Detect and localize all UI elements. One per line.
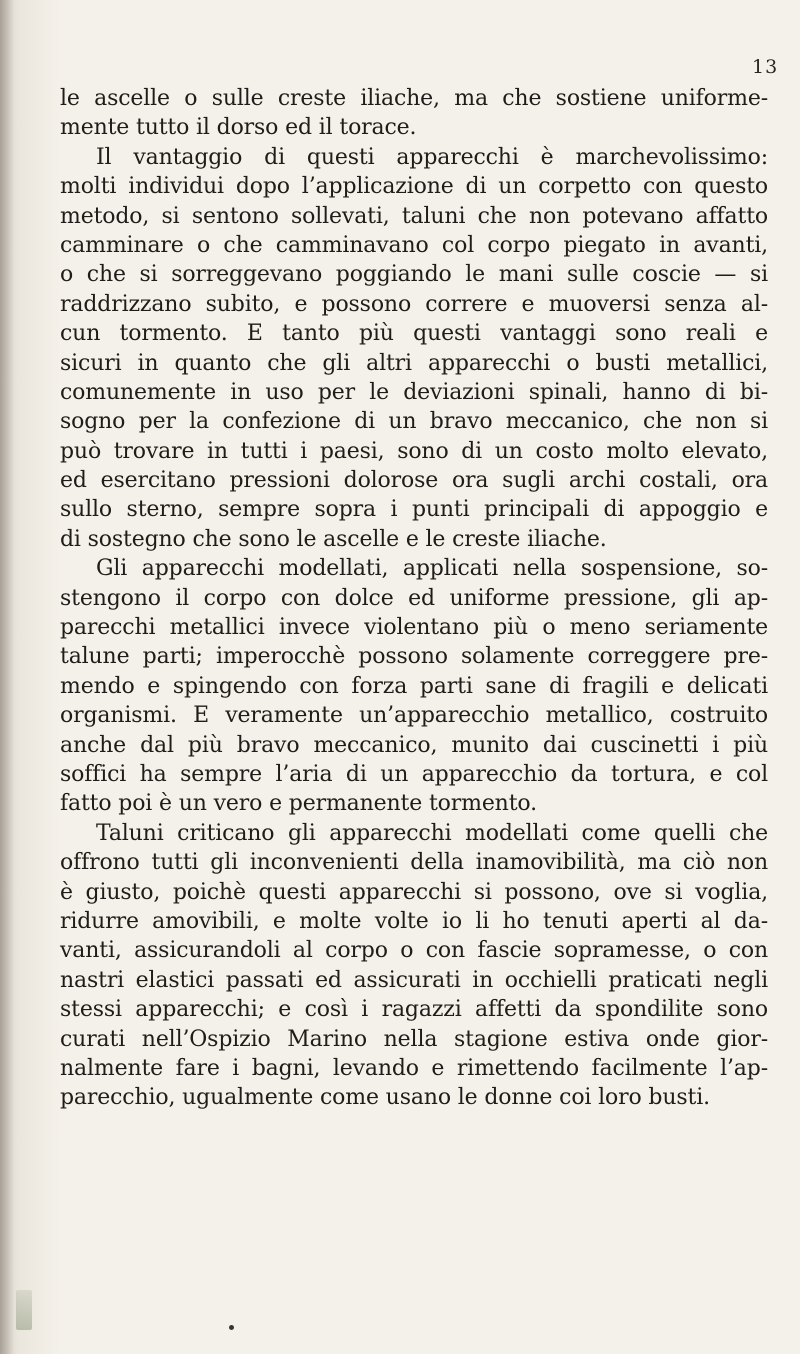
text-line: comunemente in uso per le deviazioni spinali, hanno di bi- (60, 379, 768, 405)
text-line: parecchio, ugualmente come usano le donne coi loro busti. (60, 1085, 710, 1111)
text-line: stengono il corpo con dolce ed uniforme pressione, gli ap- (60, 585, 768, 611)
text-line: sicuri in quanto che gli altri apparecchi o busti metallici, (60, 350, 768, 376)
text-line: Il vantaggio di questi apparecchi è marchevolissimo: (96, 144, 768, 170)
text-line: stessi apparecchi; e così i ragazzi affetti da spondilite sono (60, 997, 768, 1023)
text-line: metodo, si sentono sollevati, taluni che non potevano affatto (60, 203, 768, 229)
text-line: curati nell’Ospizio Marino nella stagione estiva onde gior- (60, 1026, 768, 1052)
text-line: mente tutto il dorso ed il torace. (60, 115, 417, 141)
text-line: sullo sterno, sempre sopra i punti principali di appoggio e (60, 497, 768, 523)
text-line: vanti, assicurandoli al corpo o con fascie sopramesse, o con (60, 938, 768, 964)
scan-artifact-mark (16, 1290, 32, 1330)
text-line: può trovare in tutti i paesi, sono di un costo molto elevato, (60, 438, 768, 464)
text-line: parecchi metallici invece violentano più o meno seriamente (60, 615, 768, 641)
page-number: 13 (752, 56, 779, 78)
text-line: anche dal più bravo meccanico, munito dai cuscinetti i più (60, 732, 768, 758)
text-line: è giusto, poichè questi apparecchi si possono, ove si voglia, (60, 879, 768, 905)
text-line: sogno per la confezione di un bravo meccanico, che non si (60, 409, 768, 435)
ink-dot (229, 1325, 234, 1330)
text-line: Gli apparecchi modellati, applicati nella sospensione, so- (96, 556, 768, 582)
text-line: nalmente fare i bagni, levando e rimettendo facilmente l’ap- (60, 1055, 768, 1081)
text-line: nastri elastici passati ed assicurati in occhielli praticati negli (60, 967, 768, 993)
text-line: raddrizzano subito, e possono correre e muoversi senza al- (60, 291, 768, 317)
text-line: mendo e spingendo con forza parti sane di fragili e delicati (60, 673, 768, 699)
body-text (60, 84, 768, 1113)
text-line: ridurre amovibili, e molte volte io li ho tenuti aperti al da- (60, 908, 768, 934)
text-line: molti individui dopo l’applicazione di un corpetto con questo (60, 174, 768, 200)
text-line: le ascelle o sulle creste iliache, ma che sostiene uniforme- (60, 86, 768, 111)
text-line: o che si sorreggevano poggiando le mani sulle coscie — si (60, 262, 768, 288)
text-line: fatto poi è un vero e permanente tormento. (60, 791, 537, 817)
text-line: di sostegno che sono le ascelle e le creste iliache. (60, 526, 607, 552)
text-line: ed esercitano pressioni dolorose ora sugli archi costali, ora (60, 468, 768, 494)
text-line: offrono tutti gli inconvenienti della inamovibilità, ma ciò non (60, 850, 768, 876)
text-line: cun tormento. E tanto più questi vantaggi sono reali e (60, 321, 768, 347)
book-binding-edge (0, 0, 14, 1354)
text-line: soffici ha sempre l’aria di un apparecchio da tortura, e col (60, 761, 768, 787)
text-line: organismi. E veramente un’apparecchio metallico, costruito (60, 703, 768, 729)
text-line: camminare o che camminavano col corpo piegato in avanti, (60, 232, 768, 258)
text-line: talune parti; imperocchè possono solamente correggere pre- (60, 644, 768, 670)
text-line: Taluni criticano gli apparecchi modellati come quelli che (96, 820, 768, 846)
